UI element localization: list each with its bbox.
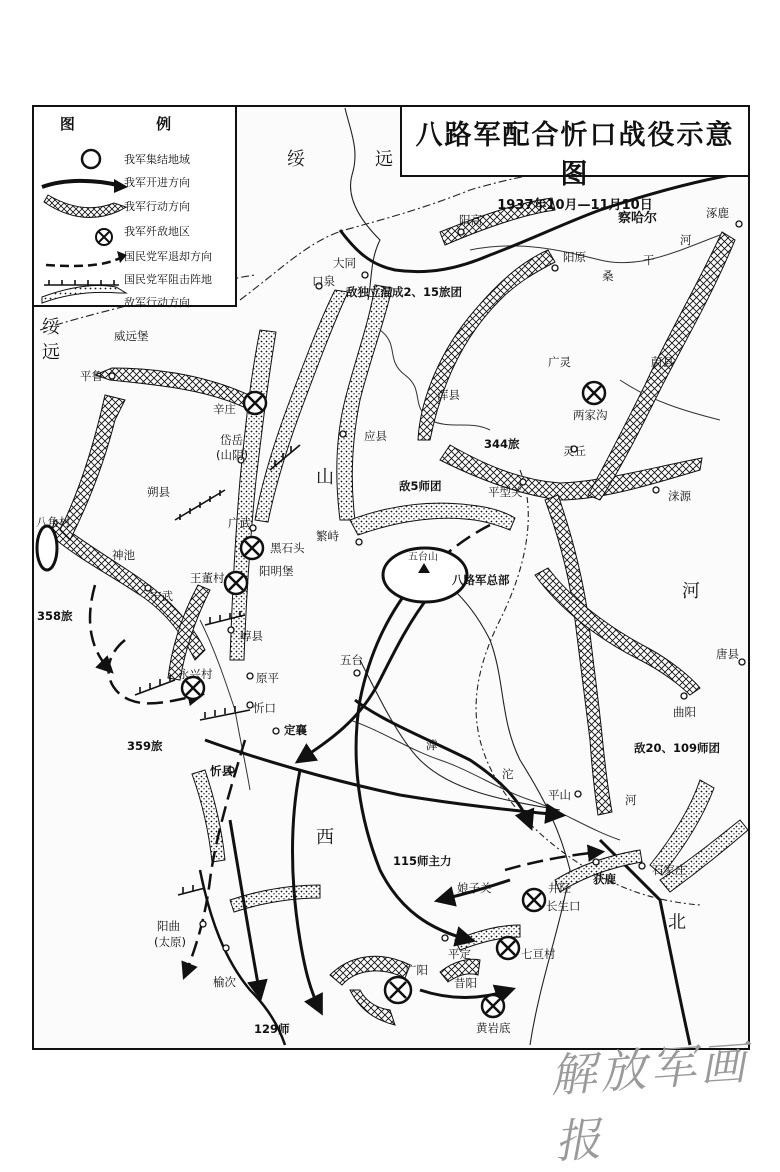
legend-label-advance: 我军开进方向 <box>124 176 190 189</box>
place-daiyue: 岱岳 <box>220 433 243 447</box>
legend-label-retreat: 国民党军退却方向 <box>124 250 212 263</box>
blocking-line-icon <box>44 280 119 285</box>
legend-title: 图 例 <box>59 115 210 133</box>
place-heishitou: 黑石头 <box>270 541 305 555</box>
place-kouquan: 口泉 <box>312 274 335 288</box>
place-jingxing: 井陉 <box>548 881 571 895</box>
place-yingxian: 应县 <box>364 429 387 443</box>
dotted-arrow-icon <box>42 285 126 303</box>
place-wutaishan: 五台山 <box>408 552 438 563</box>
place-quyang: 曲阳 <box>673 705 696 719</box>
place-shuoxian: 朔县 <box>147 485 170 499</box>
place-bajiaocun: 八角村 <box>36 515 71 529</box>
unit-enemy-brigades: 敌独立混成2、15旅团 <box>346 285 463 299</box>
place-xinxian: 忻县 <box>210 764 233 778</box>
watermark: 解放军画报 <box>548 1035 752 1169</box>
place-tangxian: 唐县 <box>716 647 739 661</box>
place-guangling: 广灵 <box>548 355 571 369</box>
river-hutuo-1: 滹 <box>426 738 438 752</box>
place-hunyuan: 浑县 <box>437 388 460 402</box>
map-title: 八路军配合忻口战役示意图 <box>415 120 735 190</box>
unit-div129: 129师 <box>254 1022 290 1036</box>
place-yanggao: 阳高 <box>459 213 482 227</box>
place-pingding: 平定 <box>448 947 471 961</box>
unit-brigade-344: 344旅 <box>484 437 520 451</box>
region-shan: 山 <box>316 467 334 488</box>
place-ningwu: 宁武 <box>150 589 173 603</box>
river-sanggan-2: 干 <box>643 253 655 267</box>
legend-label-enemy: 敌军行动方向 <box>124 296 190 309</box>
place-qihuicun: 七亘村 <box>521 947 556 961</box>
assembly-bajiaocun <box>37 526 57 570</box>
unit-div115: 115师主力 <box>393 854 452 868</box>
unit-enemy-div20: 敌20、109师团 <box>634 741 721 755</box>
place-shanyin: (山阴) <box>216 448 248 462</box>
region-bei: 北 <box>668 912 686 933</box>
place-shenchi: 神池 <box>112 548 135 562</box>
region-suiyuan-left-1: 绥 <box>42 317 60 338</box>
place-lingqiu: 灵丘 <box>563 444 586 458</box>
place-pinglu: 平鲁 <box>80 369 103 383</box>
place-yangqu: 阳曲 <box>157 919 180 933</box>
place-xiyang: 昔阳 <box>454 976 477 990</box>
place-shijiazhuang: 石家庄 <box>652 863 687 877</box>
place-yongxingcun: 永兴村 <box>178 667 213 681</box>
place-dingxiang: 定襄 <box>284 723 307 737</box>
place-bayijun-hq: 八路军总部 <box>452 573 510 587</box>
region-suiyuan-top-1: 绥 <box>287 149 305 170</box>
place-guangwu: 广武 <box>228 516 251 530</box>
place-taiyuan: (太原) <box>154 935 186 949</box>
legend <box>34 107 237 307</box>
place-yangyuan: 阳原 <box>563 250 586 264</box>
advance-arrow-icon <box>42 181 122 187</box>
region-chahar: 察哈尔 <box>618 211 658 226</box>
place-changshengkou: 长生口 <box>546 899 581 913</box>
place-wutai: 五台 <box>340 653 363 667</box>
place-xinkou: 忻口 <box>253 701 276 715</box>
river-hutuo-2: 沱 <box>502 767 514 781</box>
place-yuanping: 原平 <box>256 671 279 685</box>
place-guangyang: 广阳 <box>405 963 428 977</box>
unit-enemy-div5: 敌5师团 <box>399 479 442 493</box>
place-zhuolu: 涿鹿 <box>706 206 729 220</box>
map-subtitle: 1937年10月—11月10日 <box>497 198 653 213</box>
region-he: 河 <box>682 581 700 602</box>
river-sanggan-1: 桑 <box>602 269 614 283</box>
place-niangziguan: 娘子关 <box>457 881 492 895</box>
legend-label-blocking: 国民党军阻击阵地 <box>124 273 212 286</box>
legend-label-action: 我军行动方向 <box>124 200 190 213</box>
legend-label-annihilate: 我军歼敌地区 <box>124 225 190 238</box>
place-wangdongcun: 王董村 <box>190 571 225 585</box>
place-yuxian: 蔚县 <box>651 355 674 369</box>
place-liangjiagou: 两家沟 <box>573 408 608 422</box>
region-suiyuan-top-2: 远 <box>375 149 393 170</box>
place-xinzhuang: 辛庄 <box>213 402 236 416</box>
place-datong: 大同 <box>333 256 356 270</box>
unit-brigade-359: 359旅 <box>127 739 163 753</box>
place-pingxingguan: 平型关 <box>488 485 523 499</box>
region-xi: 西 <box>316 827 334 848</box>
region-suiyuan-left-2: 远 <box>42 342 60 363</box>
place-yuci: 榆次 <box>213 975 236 989</box>
dashed-arrow-icon <box>46 257 122 266</box>
place-fanzhi: 繁峙 <box>316 529 339 543</box>
place-huolu: 获鹿 <box>593 872 616 886</box>
river-hutuo-3: 河 <box>625 793 637 807</box>
legend-label-assembly: 我军集结地域 <box>124 153 190 166</box>
place-yangmingbao: 阳明堡 <box>259 564 294 578</box>
place-huangyandi: 黄岩底 <box>476 1021 511 1035</box>
place-pingshan: 平山 <box>548 788 571 802</box>
unit-brigade-358: 358旅 <box>37 609 73 623</box>
place-laiyuan: 涞源 <box>668 489 691 503</box>
assembly-circle-icon <box>82 150 100 168</box>
place-weiyuanbao: 威远堡 <box>114 329 149 343</box>
place-guoxian: 崞县 <box>240 629 263 643</box>
crosshatch-arrow-icon <box>44 195 126 217</box>
river-sanggan-3: 河 <box>680 233 692 247</box>
